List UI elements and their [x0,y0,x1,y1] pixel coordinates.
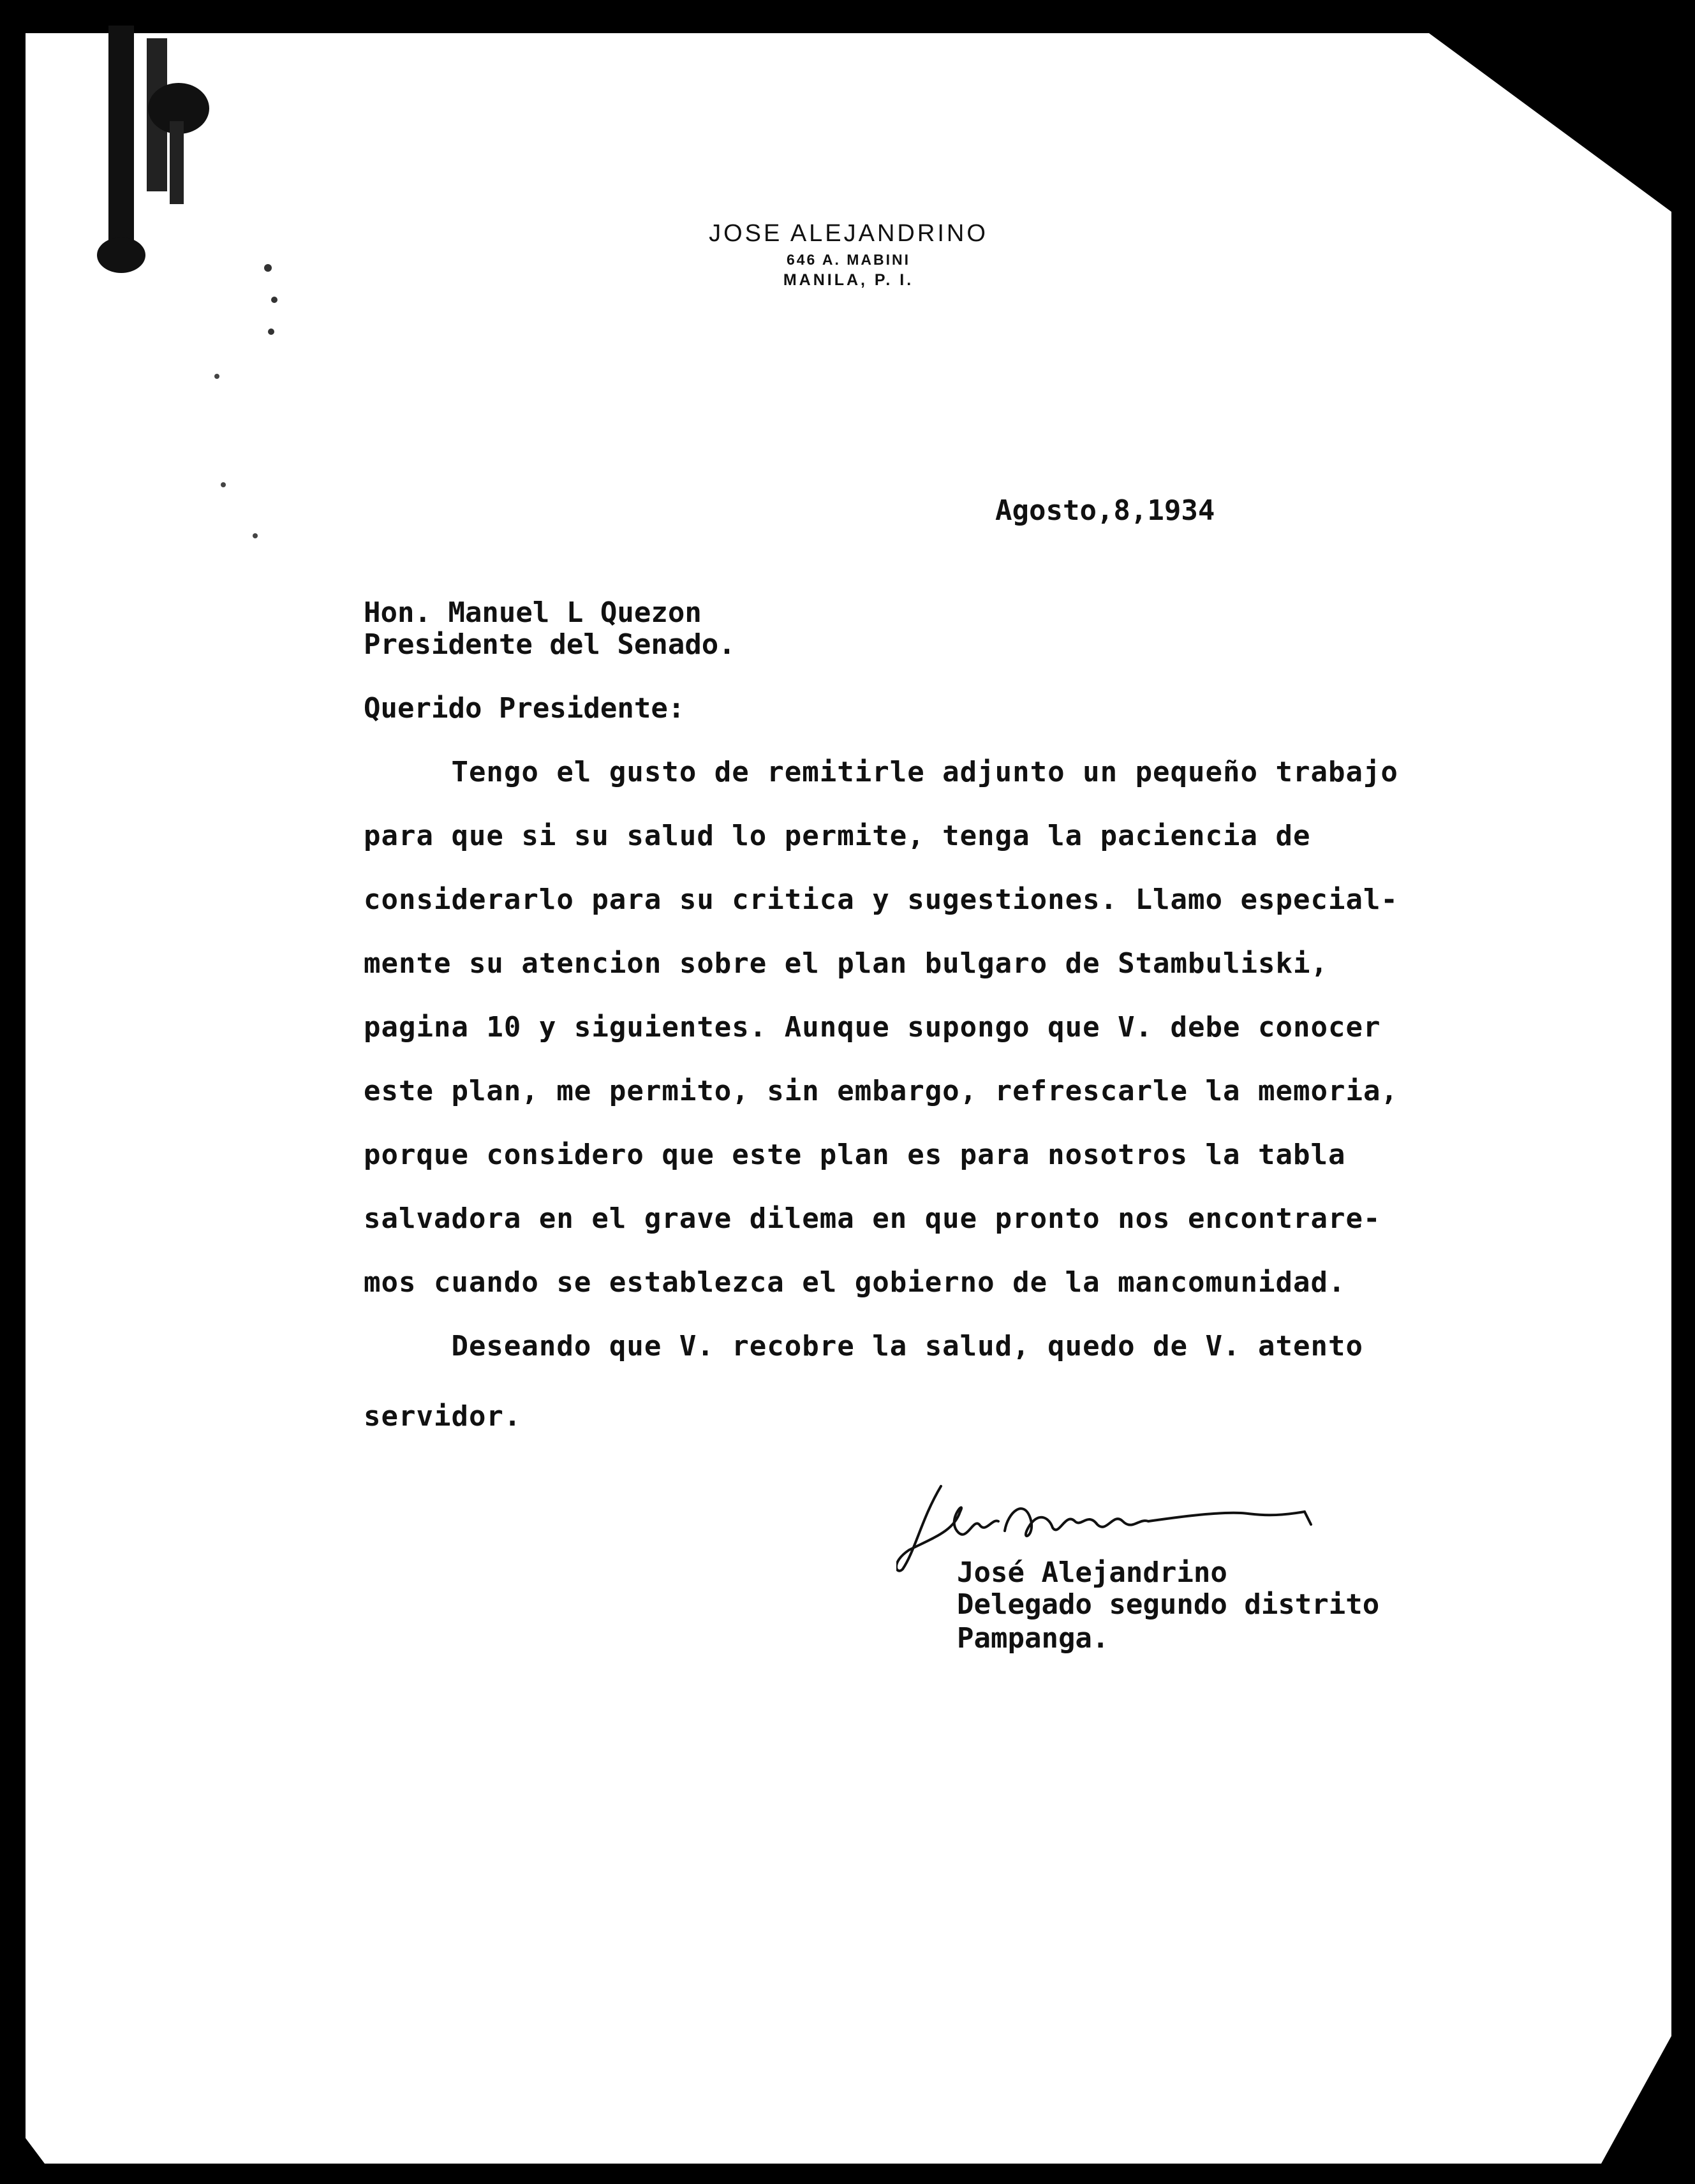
body-line: Tengo el gusto de remitirle adjunto un pequeño trabajo [364,756,1398,788]
closing-name: José Alejandrino [957,1556,1227,1589]
closing-title: Delegado segundo distrito [957,1588,1380,1621]
body-line: mente su atencion sobre el plan bulgaro de Stambuliski, [364,947,1328,980]
body-line: porque considero que este plan es para nosotros la tabla [364,1139,1346,1171]
letter-date: Agosto,8,1934 [995,494,1215,527]
salutation: Querido Presidente: [364,692,685,725]
body-line: salvadora en el grave dilema en que pronto nos encontrare- [364,1202,1381,1235]
letterhead-address: 646 A. MABINI [786,251,911,268]
body-line: servidor. [364,1400,522,1433]
closing-district: Pampanga. [957,1622,1109,1655]
letterhead-city: MANILA, P. I. [783,271,914,289]
body-line: Deseando que V. recobre la salud, quedo de V. atento [364,1330,1363,1362]
body-line: pagina 10 y siguientes. Aunque supongo que V. debe conocer [364,1011,1381,1044]
letterhead-name: JOSE ALEJANDRINO [709,220,988,247]
body-line: para que si su salud lo permite, tenga la paciencia de [364,820,1311,852]
recipient-title: Presidente del Senado. [364,628,736,661]
body-line: considerarlo para su critica y sugestiones. Llamo especial- [364,883,1398,916]
body-line: mos cuando se establezca el gobierno de la mancomunidad. [364,1266,1346,1299]
letterhead [651,220,1046,290]
recipient-name: Hon. Manuel L Quezon [364,596,702,629]
body-line: este plan, me permito, sin embargo, refrescarle la memoria, [364,1075,1398,1107]
